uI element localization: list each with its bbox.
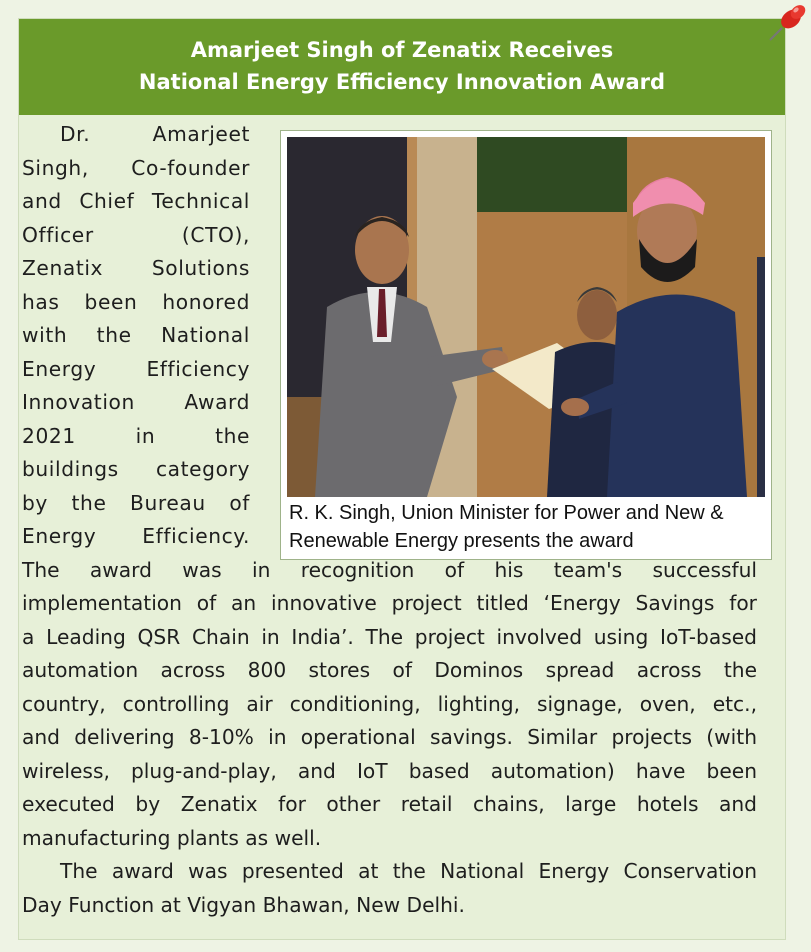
article-body xyxy=(22,118,757,922)
body-line: Zenatix Solutions xyxy=(22,256,250,280)
headline-line-1: Amarjeet Singh of Zenatix Receives xyxy=(190,38,614,62)
body-line: and Chief Technical xyxy=(22,189,250,213)
body-line: a Leading QSR Chain in India’. The project involved using IoT-based xyxy=(22,624,757,649)
headline-line-2: National Energy Efficiency Innovation Award xyxy=(138,70,666,94)
caption-line-1: R. K. Singh, Union Minister for Power and New & xyxy=(289,502,724,524)
caption-line-2: Renewable Energy presents the award xyxy=(289,530,634,552)
body-line: Dr. Amarjeet xyxy=(60,122,250,146)
body-line: 2021 in the xyxy=(22,423,250,448)
article-header xyxy=(19,19,785,115)
body-line: Energy Efficiency. xyxy=(22,524,250,548)
body-line: manufacturing plants as well. xyxy=(22,825,322,850)
body-line: wireless, plug-and-play, and IoT based automation) have been xyxy=(22,758,757,783)
full-width-paragraph xyxy=(22,554,757,923)
body-line: Singh, Co-founder xyxy=(22,155,250,180)
body-line: with the National xyxy=(22,323,250,347)
body-line: Day Function at Vigyan Bhawan, New Delhi. xyxy=(22,892,465,917)
body-line: The award was presented at the National Energy Conservation xyxy=(60,859,757,883)
body-line: Officer (CTO), xyxy=(22,222,250,247)
body-line: and delivering 8-10% in operational savings. Similar projects (with xyxy=(22,725,757,749)
body-line: The award was in recognition of his team's successful xyxy=(22,557,757,582)
narrow-column xyxy=(22,118,250,554)
body-line: Energy Efficiency xyxy=(22,356,250,381)
body-line: has been honored xyxy=(22,289,250,314)
body-line: country, controlling air conditioning, lighting, signage, oven, etc., xyxy=(22,691,757,716)
body-line: implementation of an innovative project titled ‘Energy Savings for xyxy=(22,591,757,615)
body-line: buildings category xyxy=(22,457,250,481)
body-line: by the Bureau of xyxy=(22,490,250,515)
body-line: automation across 800 stores of Dominos spread across the xyxy=(22,658,757,682)
body-line: Innovation Award xyxy=(22,390,250,414)
body-line: executed by Zenatix for other retail chains, large hotels and xyxy=(22,792,757,816)
push-pin-icon xyxy=(760,0,810,50)
